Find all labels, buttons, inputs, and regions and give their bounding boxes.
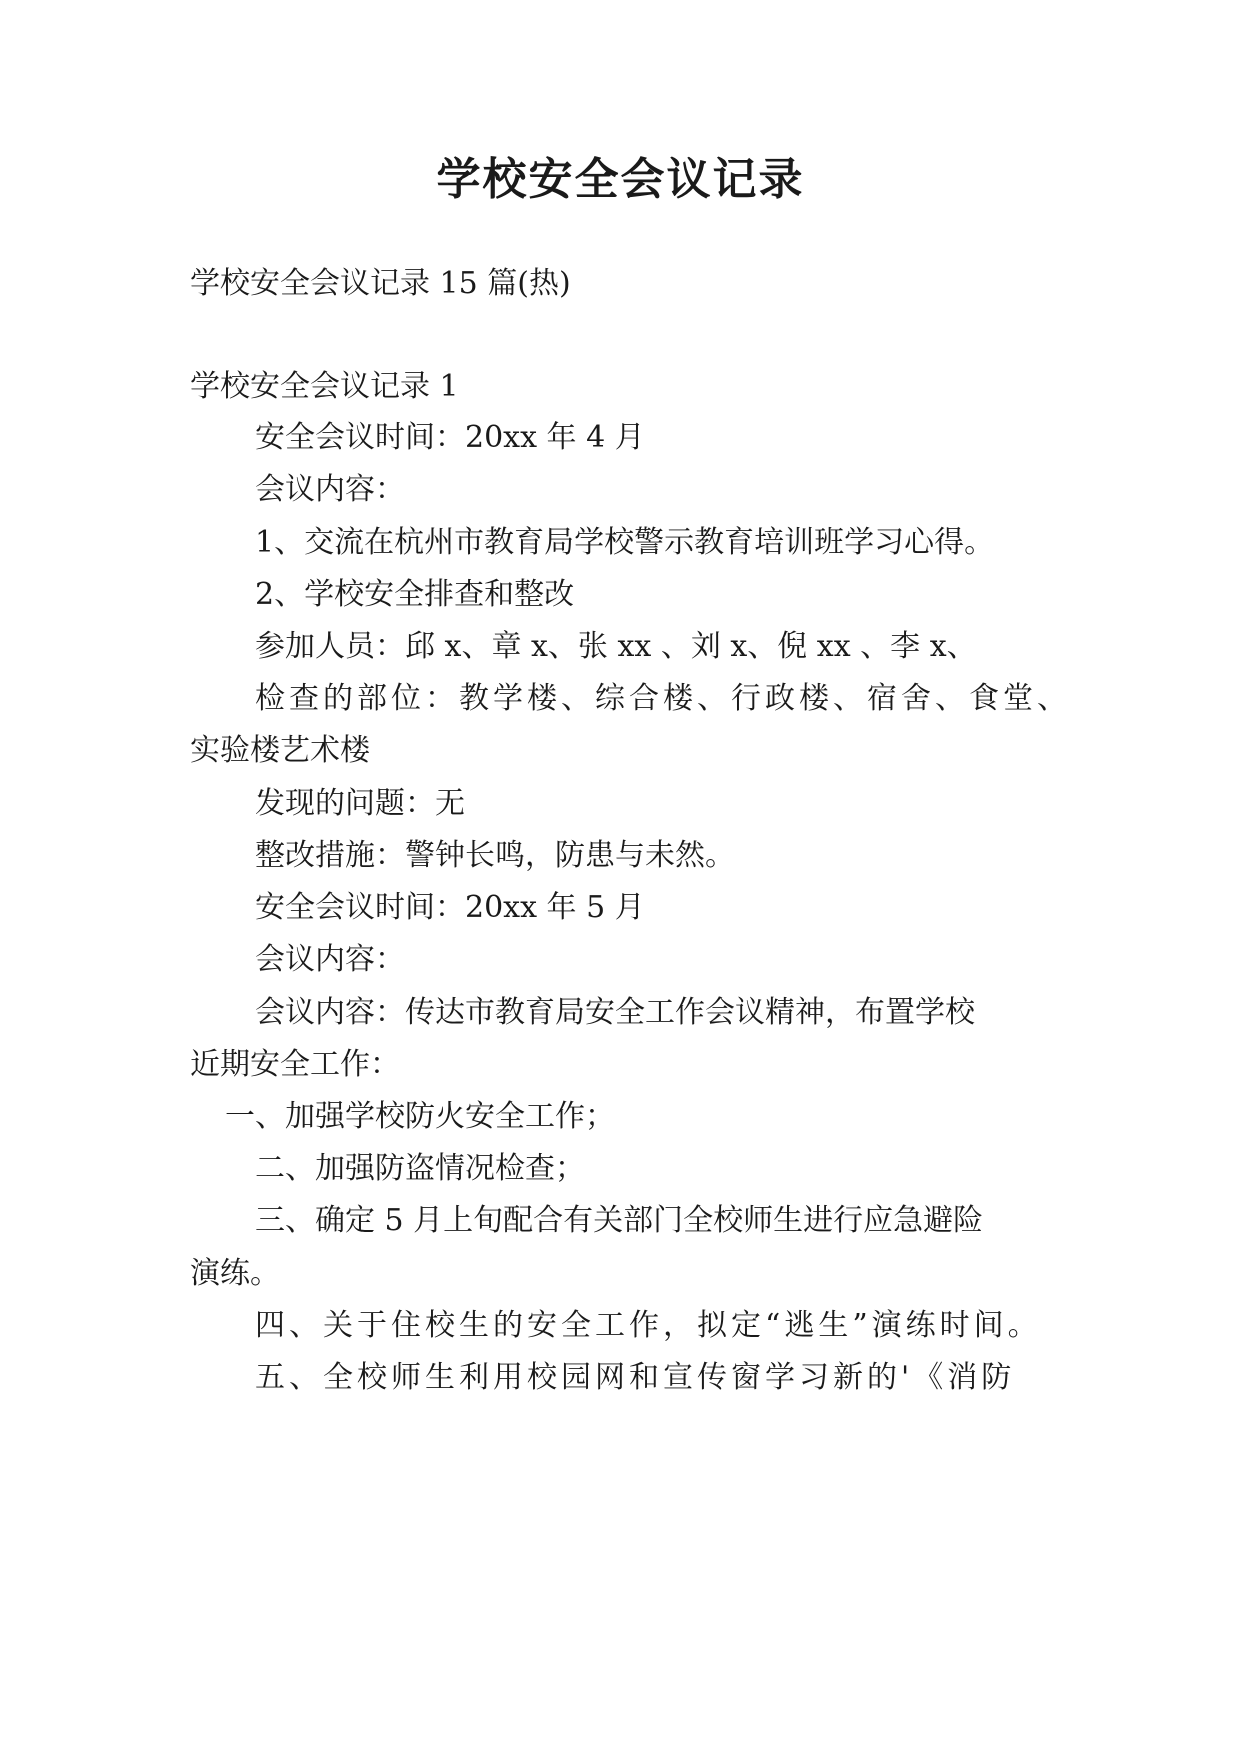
rectification-measures: 整改措施：警钟长鸣，防患与未然。 bbox=[255, 838, 735, 873]
task-1: 一、加强学校防火安全工作； bbox=[225, 1099, 615, 1134]
meeting-content-label-2: 会议内容： bbox=[255, 942, 405, 977]
section-heading: 学校安全会议记录 1 bbox=[190, 369, 459, 404]
content-item-1: 1、交流在杭州市教育局学校警示教育培训班学习心得。 bbox=[255, 525, 995, 560]
meeting-time-1: 安全会议时间：20xx 年 4 月 bbox=[255, 420, 645, 455]
task-2: 二、加强防盗情况检查； bbox=[255, 1151, 585, 1186]
inspected-locations: 检查的部位：教学楼、综合楼、行政楼、宿舍、食堂、 bbox=[255, 681, 1071, 716]
document-subtitle: 学校安全会议记录 15 篇(热) bbox=[190, 266, 571, 301]
page-title: 学校安全会议记录 bbox=[436, 154, 805, 205]
participants: 参加人员：邱 x、章 x、张 xx 、刘 x、倪 xx 、李 x、 bbox=[255, 629, 977, 664]
issues-found: 发现的问题：无 bbox=[255, 786, 465, 821]
task-4: 四、关于住校生的安全工作，拟定“逃生”演练时间。 bbox=[255, 1308, 1042, 1343]
task-3-cont: 演练。 bbox=[190, 1256, 280, 1291]
task-3: 三、确定 5 月上旬配合有关部门全校师生进行应急避险 bbox=[255, 1203, 984, 1238]
inspected-locations-cont: 实验楼艺术楼 bbox=[190, 733, 370, 768]
task-5: 五、全校师生利用校园网和宣传窗学习新的'《消防 bbox=[255, 1360, 1016, 1395]
meeting-content-detail: 会议内容：传达市教育局安全工作会议精神，布置学校 bbox=[255, 995, 975, 1030]
meeting-content-label-1: 会议内容： bbox=[255, 472, 405, 507]
meeting-content-detail-cont: 近期安全工作： bbox=[190, 1047, 400, 1082]
meeting-time-2: 安全会议时间：20xx 年 5 月 bbox=[255, 890, 645, 925]
content-item-2: 2、学校安全排查和整改 bbox=[255, 577, 575, 612]
